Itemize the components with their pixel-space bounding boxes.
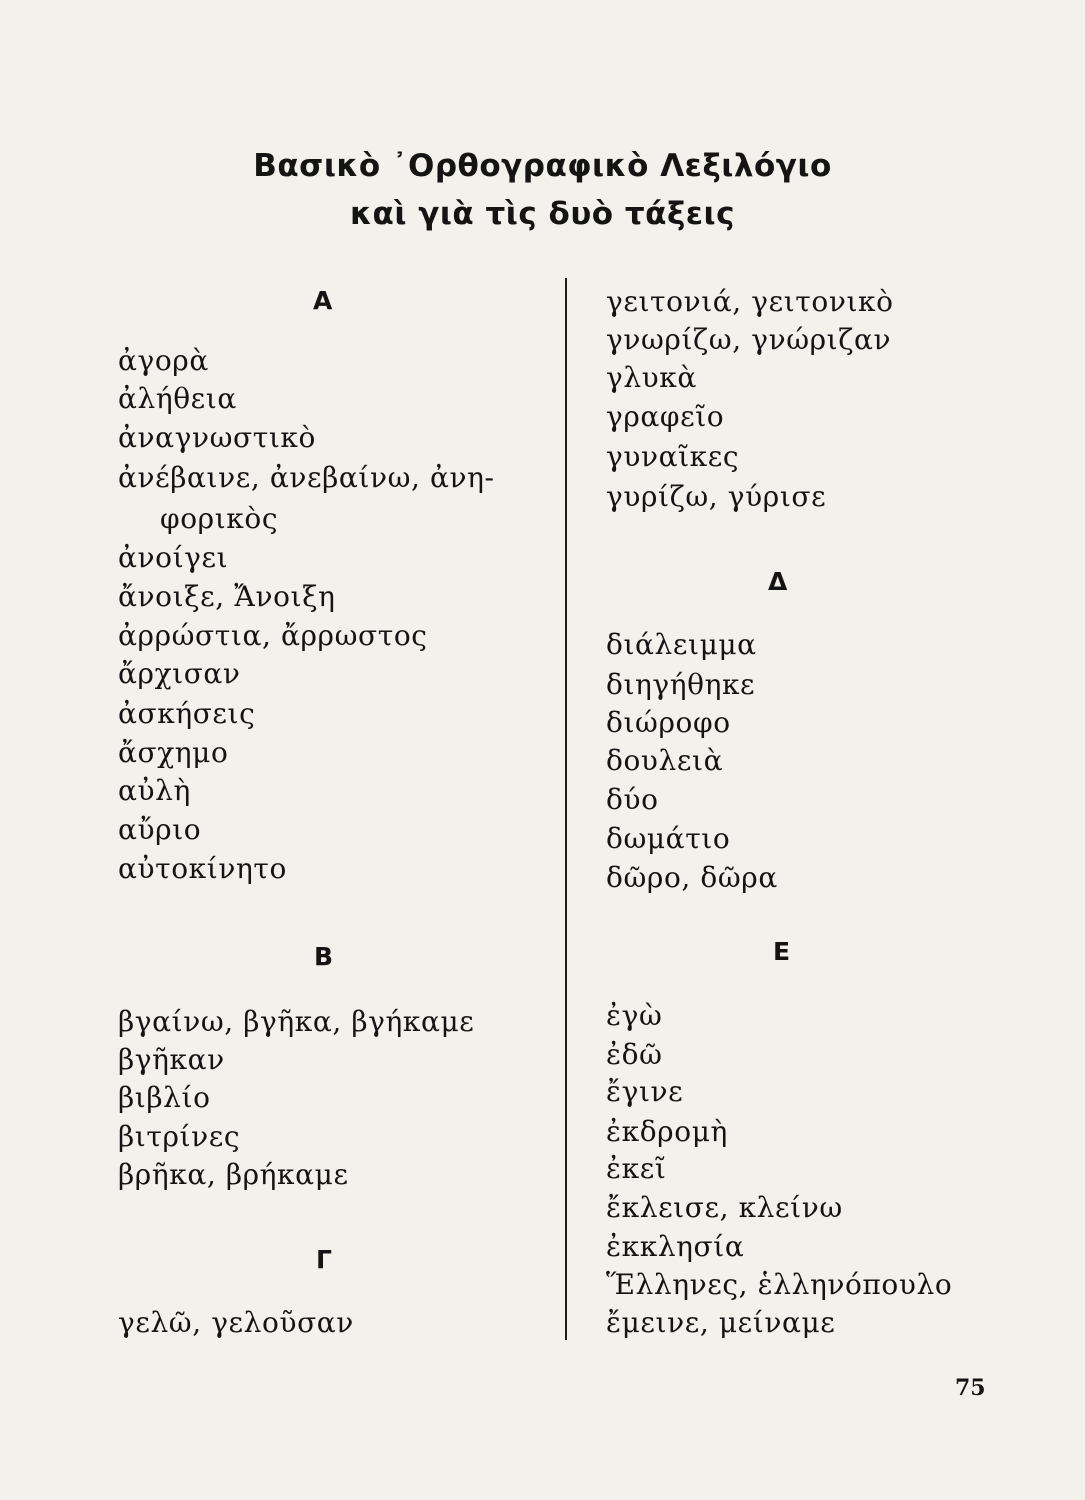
word-item: ἐκκλησία — [606, 1230, 745, 1263]
section-letter-e: Ε — [773, 937, 791, 966]
word-item: διάλειμμα — [606, 628, 757, 661]
word-item: ἀναγνωστικὸ — [118, 421, 316, 454]
word-item: ἐκδρομὴ — [606, 1115, 728, 1148]
word-item: ἐδῶ — [606, 1038, 663, 1071]
word-item: γνωρίζω, γνώριζαν — [606, 323, 892, 356]
section-letter-b: Β — [314, 942, 334, 971]
word-item: γραφεῖο — [606, 400, 725, 433]
word-item: ἀλήθεια — [118, 382, 237, 415]
word-item: δωμάτιο — [606, 822, 731, 855]
page-number: 75 — [955, 1375, 986, 1401]
page-title — [0, 142, 1085, 238]
word-item: δύο — [606, 783, 659, 816]
word-item: γελῶ, γελοῦσαν — [118, 1306, 354, 1339]
word-item: ἀνέβαινε, ἀνεβαίνω, ἀνη- — [118, 461, 495, 494]
word-item: ἀγορὰ — [118, 344, 209, 377]
word-item: αὐτοκίνητο — [118, 852, 287, 885]
word-item: ἐκεῖ — [606, 1152, 667, 1185]
section-letter-a: Α — [313, 286, 333, 315]
word-item: αὐλὴ — [118, 774, 191, 807]
title-line-1: Βασικὸ ᾿Ορθογραφικὸ Λεξιλόγιο — [253, 148, 832, 184]
title-line-2: καὶ γιὰ τὶς δυὸ τάξεις — [350, 196, 735, 232]
word-item: βρῆκα, βρήκαμε — [118, 1158, 349, 1191]
word-item: βιβλίο — [118, 1081, 211, 1114]
word-item: γειτονιά, γειτονικὸ — [606, 285, 894, 318]
word-item: γλυκὰ — [606, 361, 697, 394]
word-item: δουλειὰ — [606, 744, 724, 777]
word-item: βιτρίνες — [118, 1120, 241, 1153]
word-item: Ἕλληνες, ἑλληνόπουλο — [606, 1268, 953, 1301]
word-item: αὔριο — [118, 813, 202, 846]
word-item: διηγήθηκε — [606, 668, 756, 701]
section-letter-d: Δ — [768, 567, 788, 596]
word-item: ἄρχισαν — [118, 657, 241, 690]
word-item: ἐγὼ — [606, 999, 663, 1032]
word-item: φορικὸς — [160, 502, 279, 535]
word-item: ἀρρώστια, ἄρρωστος — [118, 619, 428, 652]
word-item: γυρίζω, γύρισε — [606, 480, 827, 513]
word-item: ἄσχημο — [118, 736, 229, 769]
word-item: δῶρο, δῶρα — [606, 861, 778, 894]
word-item: γυναῖκες — [606, 440, 740, 473]
word-item: ἔκλεισε, κλείνω — [606, 1191, 843, 1224]
word-item: βγαίνω, βγῆκα, βγήκαμε — [118, 1005, 475, 1038]
word-item: ἔγινε — [606, 1075, 684, 1108]
word-item: διώροφο — [606, 706, 731, 739]
word-item: ἄνοιξε, Ἄνοιξη — [118, 580, 336, 613]
word-item: ἔμεινε, μείναμε — [606, 1306, 836, 1339]
word-item: βγῆκαν — [118, 1043, 225, 1076]
word-item: ἀνοίγει — [118, 541, 229, 574]
word-item: ἀσκήσεις — [118, 697, 256, 730]
section-letter-g: Γ — [316, 1245, 332, 1274]
column-divider — [565, 278, 567, 1340]
